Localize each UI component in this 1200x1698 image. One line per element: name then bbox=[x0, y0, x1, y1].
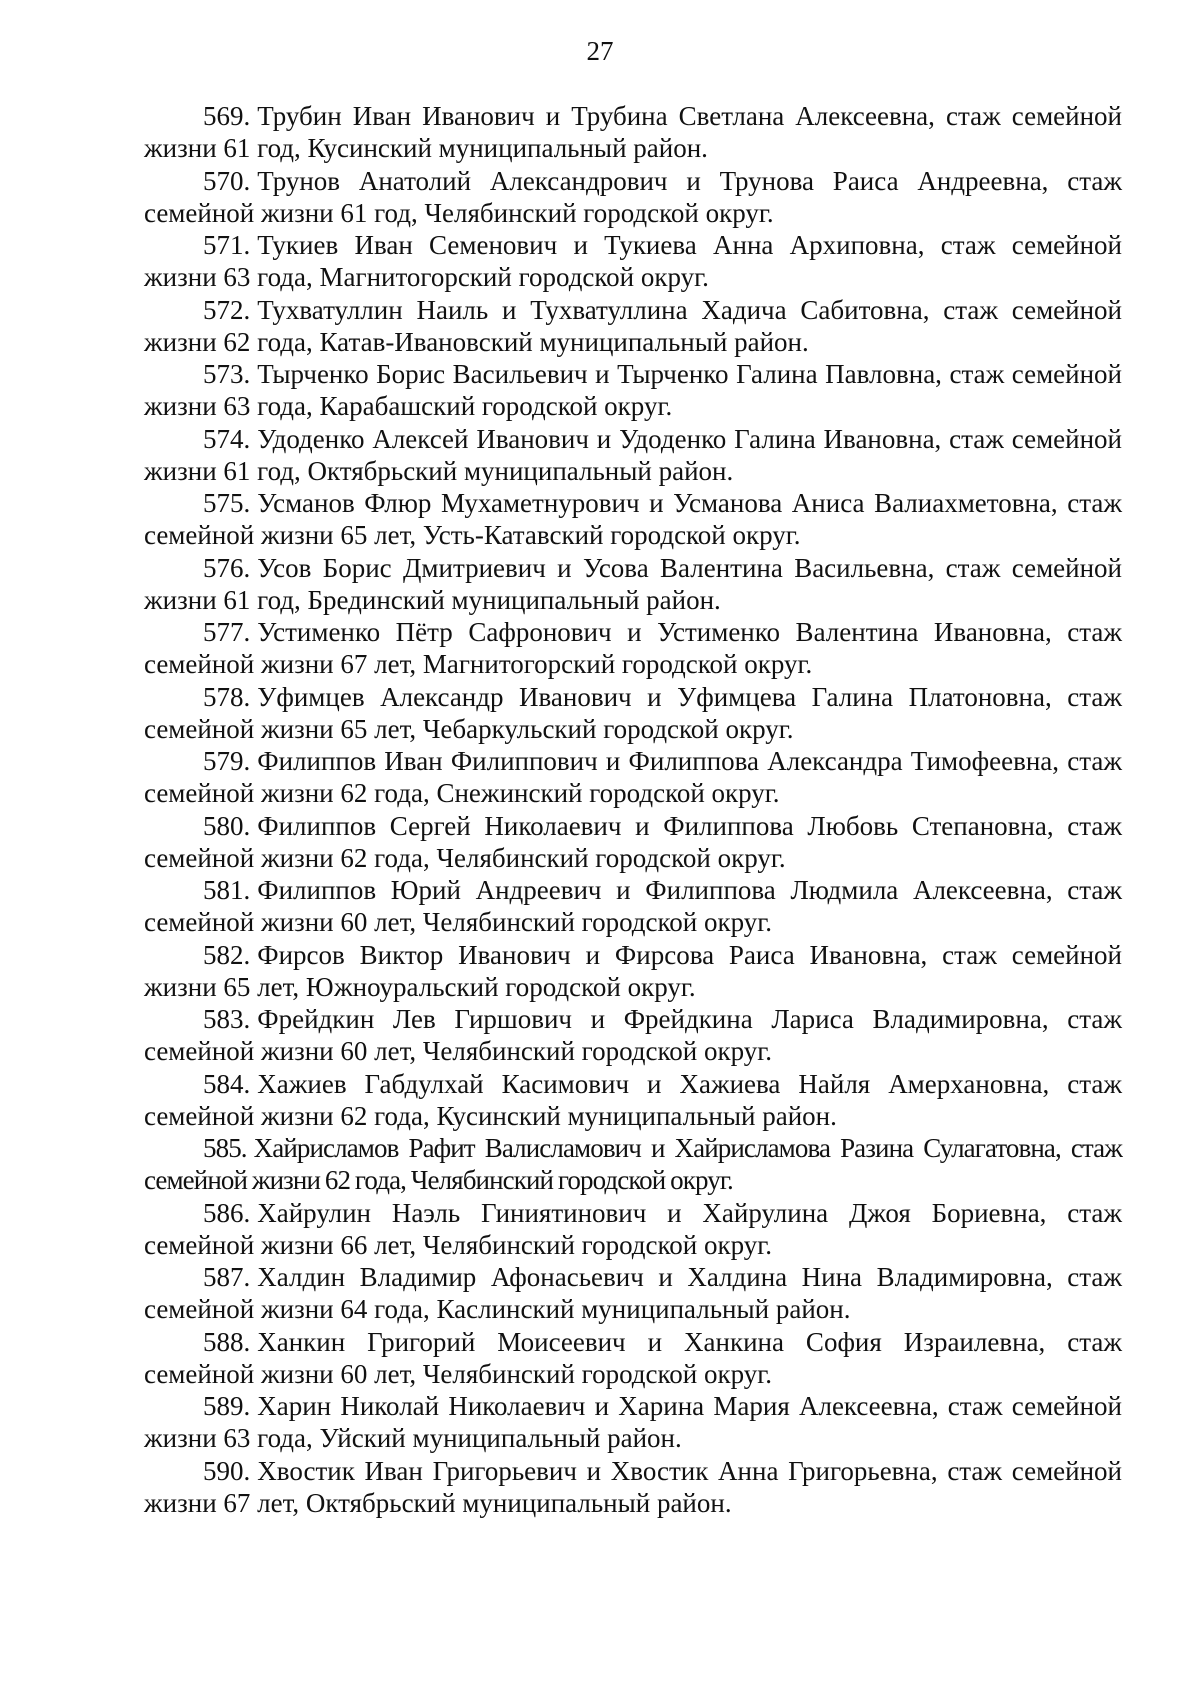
entry-number: 583. bbox=[203, 1004, 251, 1034]
entry-text: Хажиев Габдулхай Касимович и Хажиева Найля Амерхановна, стаж семейной жизни 62 года, Кусинский муниципальный район. bbox=[144, 1068, 1122, 1131]
entry-text: Филиппов Сергей Николаевич и Филиппова Любовь Степановна, стаж семейной жизни 62 года, Челябинский городской округ. bbox=[144, 810, 1122, 873]
entry-number: 572. bbox=[203, 294, 251, 325]
entry-text: Фирсов Виктор Иванович и Фирсова Раиса Ивановна, стаж семейной жизни 65 лет, Южноуральский городской округ. bbox=[144, 939, 1122, 1002]
list-item bbox=[144, 616, 1122, 680]
entry-text: Удоденко Алексей Иванович и Удоденко Галина Ивановна, стаж семейной жизни 61 год, Октябрьский муниципальный район. bbox=[144, 423, 1122, 486]
entry-number: 577. bbox=[203, 617, 251, 647]
list-item bbox=[144, 1068, 1122, 1132]
entry-text: Трубин Иван Иванович и Трубина Светлана Алексеевна, стаж семейной жизни 61 год, Кусинский муниципальный район. bbox=[144, 101, 1122, 163]
entry-number: 573. bbox=[203, 359, 251, 389]
entry-text: Усов Борис Дмитриевич и Усова Валентина Васильевна, стаж семейной жизни 61 год, Брединский муниципальный район. bbox=[144, 552, 1122, 615]
entry-text: Уфимцев Александр Иванович и Уфимцева Галина Платоновна, стаж семейной жизни 65 лет, Чебаркульский городской округ. bbox=[144, 681, 1122, 744]
entry-text: Трунов Анатолий Александрович и Трунова Раиса Андреевна, стаж семейной жизни 61 год, Челябинский городской округ. bbox=[144, 165, 1122, 228]
list-item bbox=[144, 1455, 1122, 1519]
entry-text: Фрейдкин Лев Гиршович и Фрейдкина Лариса Владимировна, стаж семейной жизни 60 лет, Челябинский городской округ. bbox=[144, 1004, 1122, 1066]
list-item bbox=[144, 229, 1122, 293]
list-item bbox=[144, 1197, 1122, 1261]
entry-text: Хайрулин Наэль Гиниятинович и Хайрулина Джоя Бориевна, стаж семейной жизни 66 лет, Челябинский городской округ. bbox=[144, 1197, 1122, 1260]
entry-number: 579. bbox=[203, 746, 251, 776]
entry-number: 578. bbox=[203, 681, 251, 712]
entry-number: 584. bbox=[203, 1068, 251, 1099]
entry-number: 581. bbox=[203, 875, 251, 905]
entry-text: Филиппов Иван Филиппович и Филиппова Александра Тимофеевна, стаж семейной жизни 62 года, Снежинский городской округ. bbox=[144, 746, 1122, 808]
list-item bbox=[144, 1261, 1122, 1325]
entry-text: Халдин Владимир Афонасьевич и Халдина Нина Владимировна, стаж семейной жизни 64 года, Каслинский муниципальный район. bbox=[144, 1262, 1122, 1324]
entry-text: Ханкин Григорий Моисеевич и Ханкина София Израилевна, стаж семейной жизни 60 лет, Челябинский городской округ. bbox=[144, 1326, 1122, 1389]
page-number: 27 bbox=[586, 36, 614, 66]
list-item bbox=[144, 165, 1122, 229]
list-item bbox=[144, 939, 1122, 1003]
entry-number: 569. bbox=[203, 101, 251, 131]
list-item bbox=[144, 358, 1122, 422]
entry-number: 574. bbox=[203, 423, 251, 454]
list-item bbox=[144, 487, 1122, 551]
entry-number: 576. bbox=[203, 552, 251, 583]
list-item bbox=[144, 552, 1122, 616]
entry-text: Филиппов Юрий Андреевич и Филиппова Людмила Алексеевна, стаж семейной жизни 60 лет, Челябинский городской округ. bbox=[144, 875, 1122, 937]
entry-number: 586. bbox=[203, 1197, 251, 1228]
list-item bbox=[144, 294, 1122, 358]
entry-text: Хайрисламов Рафит Валисламович и Хайрисламова Разина Сулагатовна, стаж семейной жизни 62 года, Челябинский городской округ. bbox=[144, 1133, 1122, 1195]
entry-number: 588. bbox=[203, 1326, 251, 1357]
list-item bbox=[144, 1326, 1122, 1390]
entry-text: Харин Николай Николаевич и Харина Мария Алексеевна, стаж семейной жизни 63 года, Уйский муниципальный район. bbox=[144, 1391, 1122, 1453]
entry-number: 575. bbox=[203, 488, 251, 518]
entry-text: Тукиев Иван Семенович и Тукиева Анна Архиповна, стаж семейной жизни 63 года, Магнитогорский городской округ. bbox=[144, 230, 1122, 292]
list-item bbox=[144, 681, 1122, 745]
list-item bbox=[144, 874, 1122, 938]
entry-number: 589. bbox=[203, 1391, 251, 1421]
list-item bbox=[144, 100, 1122, 164]
list-item bbox=[144, 1390, 1122, 1454]
list-item bbox=[144, 810, 1122, 874]
list-item bbox=[144, 423, 1122, 487]
entry-text: Усманов Флюр Мухаметнурович и Усманова Аниса Валиахметовна, стаж семейной жизни 65 лет, Усть-Катавский городской округ. bbox=[144, 488, 1122, 550]
list-item bbox=[144, 1132, 1122, 1196]
entry-number: 580. bbox=[203, 810, 251, 841]
entry-text: Хвостик Иван Григорьевич и Хвостик Анна Григорьевна, стаж семейной жизни 67 лет, Октябрьский муниципальный район. bbox=[144, 1455, 1122, 1518]
list-item bbox=[144, 745, 1122, 809]
entry-number: 582. bbox=[203, 939, 251, 970]
entry-text: Тырченко Борис Васильевич и Тырченко Галина Павловна, стаж семейной жизни 63 года, Карабашский городской округ. bbox=[144, 359, 1122, 421]
entry-number: 590. bbox=[203, 1455, 251, 1486]
entry-text: Тухватуллин Наиль и Тухватуллина Хадича Сабитовна, стаж семейной жизни 62 года, Катав-Ивановский муниципальный район. bbox=[144, 294, 1122, 357]
entry-text: Устименко Пётр Сафронович и Устименко Валентина Ивановна, стаж семейной жизни 67 лет, Магнитогорский городской округ. bbox=[144, 617, 1122, 679]
entry-number: 571. bbox=[203, 230, 251, 260]
entry-number: 570. bbox=[203, 165, 251, 196]
entry-number: 585. bbox=[203, 1133, 247, 1163]
list-item bbox=[144, 1003, 1122, 1067]
entry-number: 587. bbox=[203, 1262, 251, 1292]
entries-list bbox=[144, 100, 1122, 1519]
